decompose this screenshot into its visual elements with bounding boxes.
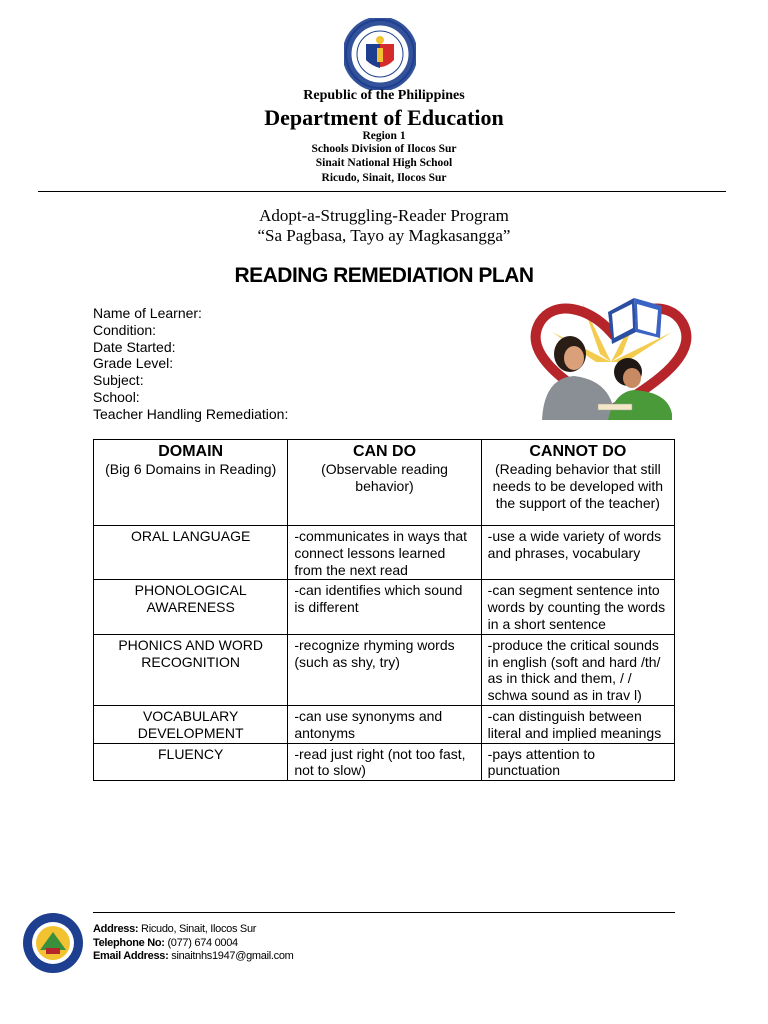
header-can-do-title: CAN DO <box>352 443 417 460</box>
page-title: READING REMEDIATION PLAN <box>234 264 534 287</box>
footer-address <box>93 923 294 937</box>
domain-cell: PHONICS AND WORD RECOGNITION <box>94 634 288 705</box>
footer-email-label: Email Address: <box>93 950 169 962</box>
table-row <box>94 526 675 580</box>
field-condition: Condition: <box>93 321 157 338</box>
division-line: Schools Division of Ilocos Sur <box>311 143 457 155</box>
department-title: Department of Education <box>264 105 504 130</box>
header-domain-title: DOMAIN <box>158 443 224 460</box>
region-line: Region 1 <box>362 130 406 142</box>
footer-address-label: Address: <box>93 923 139 935</box>
domain-cell: PHONOLOGICAL AWARENESS <box>94 580 288 634</box>
can-do-cell: -can use synonyms and antonyms <box>288 705 481 743</box>
header-domain-sub: (Big 6 Domains in Reading) <box>105 461 277 477</box>
footer-phone-value: (077) 674 0004 <box>167 936 238 949</box>
header-domain <box>94 440 288 526</box>
cannot-do-cell: -use a wide variety of words and phrases, vocabulary <box>481 526 674 580</box>
school-line: Sinait National High School <box>315 157 453 169</box>
field-teacher: Teacher Handling Remediation: <box>93 405 289 422</box>
footer-address-value: Ricudo, Sinait, Ilocos Sur <box>141 923 257 935</box>
footer-email-value[interactable]: sinaitnhs1947@gmail.com <box>171 950 294 962</box>
cannot-do-cell: -can distinguish between literal and implied meanings <box>481 705 674 743</box>
learner-fields <box>93 305 288 423</box>
cannot-do-cell: -produce the critical sounds in english (soft and hard /th/ as in thick and them, / / schwa sound as in trav l) <box>481 634 674 705</box>
header-cannot-do-title: CANNOT DO <box>529 443 627 460</box>
can-do-cell: -communicates in ways that connect lessons learned from the next read <box>288 526 481 580</box>
table-row <box>94 705 675 743</box>
school-seal-logo <box>22 912 84 974</box>
can-do-cell: -recognize rhyming words (such as shy, try) <box>288 634 481 705</box>
deped-seal-logo <box>344 18 416 90</box>
header-divider <box>38 191 726 192</box>
footer-email <box>93 950 294 964</box>
field-grade-level: Grade Level: <box>93 355 174 372</box>
cannot-do-cell: -can segment sentence into words by counting the words in a short sentence <box>481 580 674 634</box>
remediation-table <box>93 439 675 781</box>
republic-line: Republic of the Philippines <box>303 88 465 103</box>
field-school: School: <box>93 388 140 405</box>
table-row <box>94 634 675 705</box>
table-row <box>94 743 675 781</box>
header-can-do-sub: (Observable reading behavior) <box>321 461 448 494</box>
footer-divider <box>93 912 675 913</box>
table-header-row <box>94 440 675 526</box>
field-subject: Subject: <box>93 372 144 389</box>
program-motto: “Sa Pagbasa, Tayo ay Magkasangga” <box>257 226 511 245</box>
program-name: Adopt-a-Struggling-Reader Program <box>259 206 509 225</box>
footer-phone-label: Telephone No: <box>93 936 165 949</box>
footer-phone <box>93 937 294 951</box>
reading-illustration <box>522 292 700 422</box>
table-row <box>94 580 675 634</box>
book-icon <box>608 298 662 344</box>
domain-cell: VOCABULARY DEVELOPMENT <box>94 705 288 743</box>
field-date-started: Date Started: <box>93 338 176 355</box>
header-cannot-do <box>481 440 674 526</box>
footer-contact <box>93 923 294 964</box>
domain-cell: FLUENCY <box>94 743 288 781</box>
cannot-do-cell: -pays attention to punctuation <box>481 743 674 781</box>
school-address-line: Ricudo, Sinait, Ilocos Sur <box>321 172 447 184</box>
can-do-cell: -can identifies which sound is different <box>288 580 481 634</box>
field-name-of-learner: Name of Learner: <box>93 305 202 321</box>
header-cannot-do-sub: (Reading behavior that still needs to be developed with the support of the teacher) <box>492 461 664 511</box>
can-do-cell: -read just right (not too fast, not to slow) <box>288 743 481 781</box>
domain-cell: ORAL LANGUAGE <box>94 526 288 580</box>
header-can-do <box>288 440 481 526</box>
